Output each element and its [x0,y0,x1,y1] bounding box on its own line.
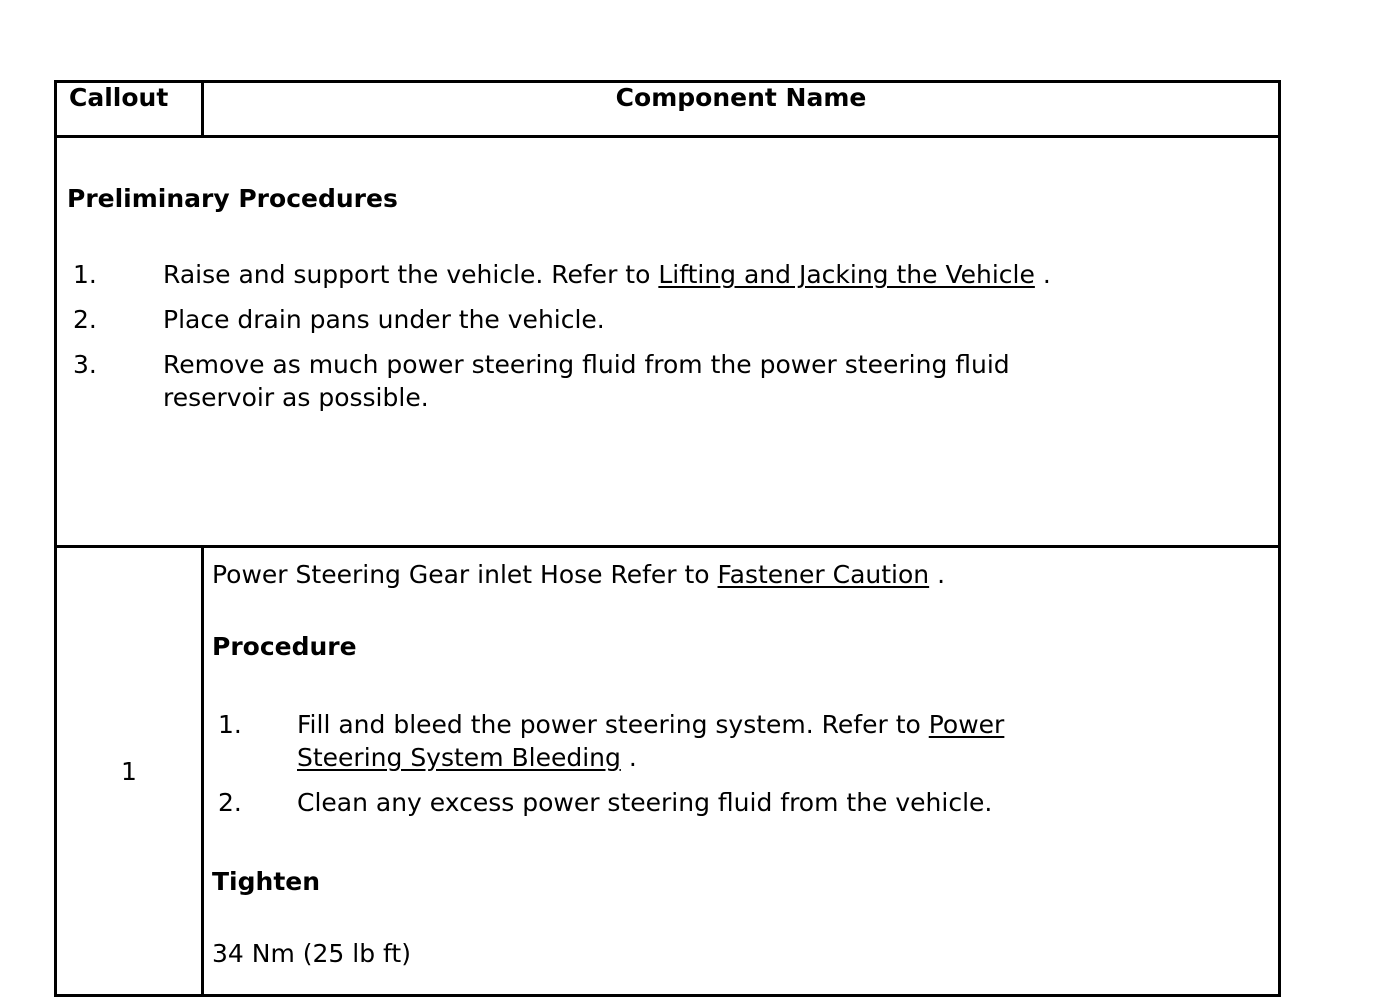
torque-value: 34 Nm (25 lb ft) [212,939,411,968]
preliminary-steps-list [67,258,1268,414]
step-text-part: Fill and bleed the power steering system. Refer to [297,710,929,739]
callout-table [54,80,1281,997]
procedure-title: Procedure [212,632,357,661]
list-item [67,303,1268,336]
preliminary-row [56,137,1280,547]
lifting-jacking-link[interactable]: Lifting and Jacking the Vehicle [658,260,1035,289]
step-text-suffix: . [620,743,637,772]
component-cell [203,547,1280,996]
component-name-suffix: . [929,560,946,589]
step-text-suffix: . [1034,260,1051,289]
power-steering-bleeding-link[interactable]: Power Steering System Bleeding [297,710,1005,772]
callout-column-header: Callout [56,82,203,137]
step-text [297,708,1087,774]
step-number: 1. [73,260,97,289]
table-header-row [56,82,1280,137]
step-text [163,258,1268,291]
component-name-text: Power Steering Gear inlet Hose Refer to [212,560,718,589]
step-text: Remove as much power steering fluid from the power steering fluid reservoir as possible. [163,350,1010,412]
preliminary-procedures-title: Preliminary Procedures [67,184,398,213]
list-item [212,708,1268,774]
fastener-caution-link[interactable]: Fastener Caution [717,560,930,589]
table-row [56,547,1280,996]
list-item [67,348,1268,414]
step-text: Clean any excess power steering fluid from the vehicle. [297,788,993,817]
step-number: 2. [73,305,97,334]
preliminary-procedures-cell [56,137,1280,547]
step-text: Place drain pans under the vehicle. [163,305,605,334]
callout-number: 1 [56,547,203,996]
tighten-title: Tighten [212,867,321,896]
step-number: 2. [218,788,242,817]
procedure-steps-list [212,708,1268,819]
step-text-part: Raise and support the vehicle. Refer to [163,260,659,289]
step-number: 3. [73,350,97,379]
step-number: 1. [218,710,242,739]
component-name-column-header: Component Name [203,82,1280,137]
list-item [67,258,1268,291]
list-item [212,786,1268,819]
component-name [212,560,1268,590]
